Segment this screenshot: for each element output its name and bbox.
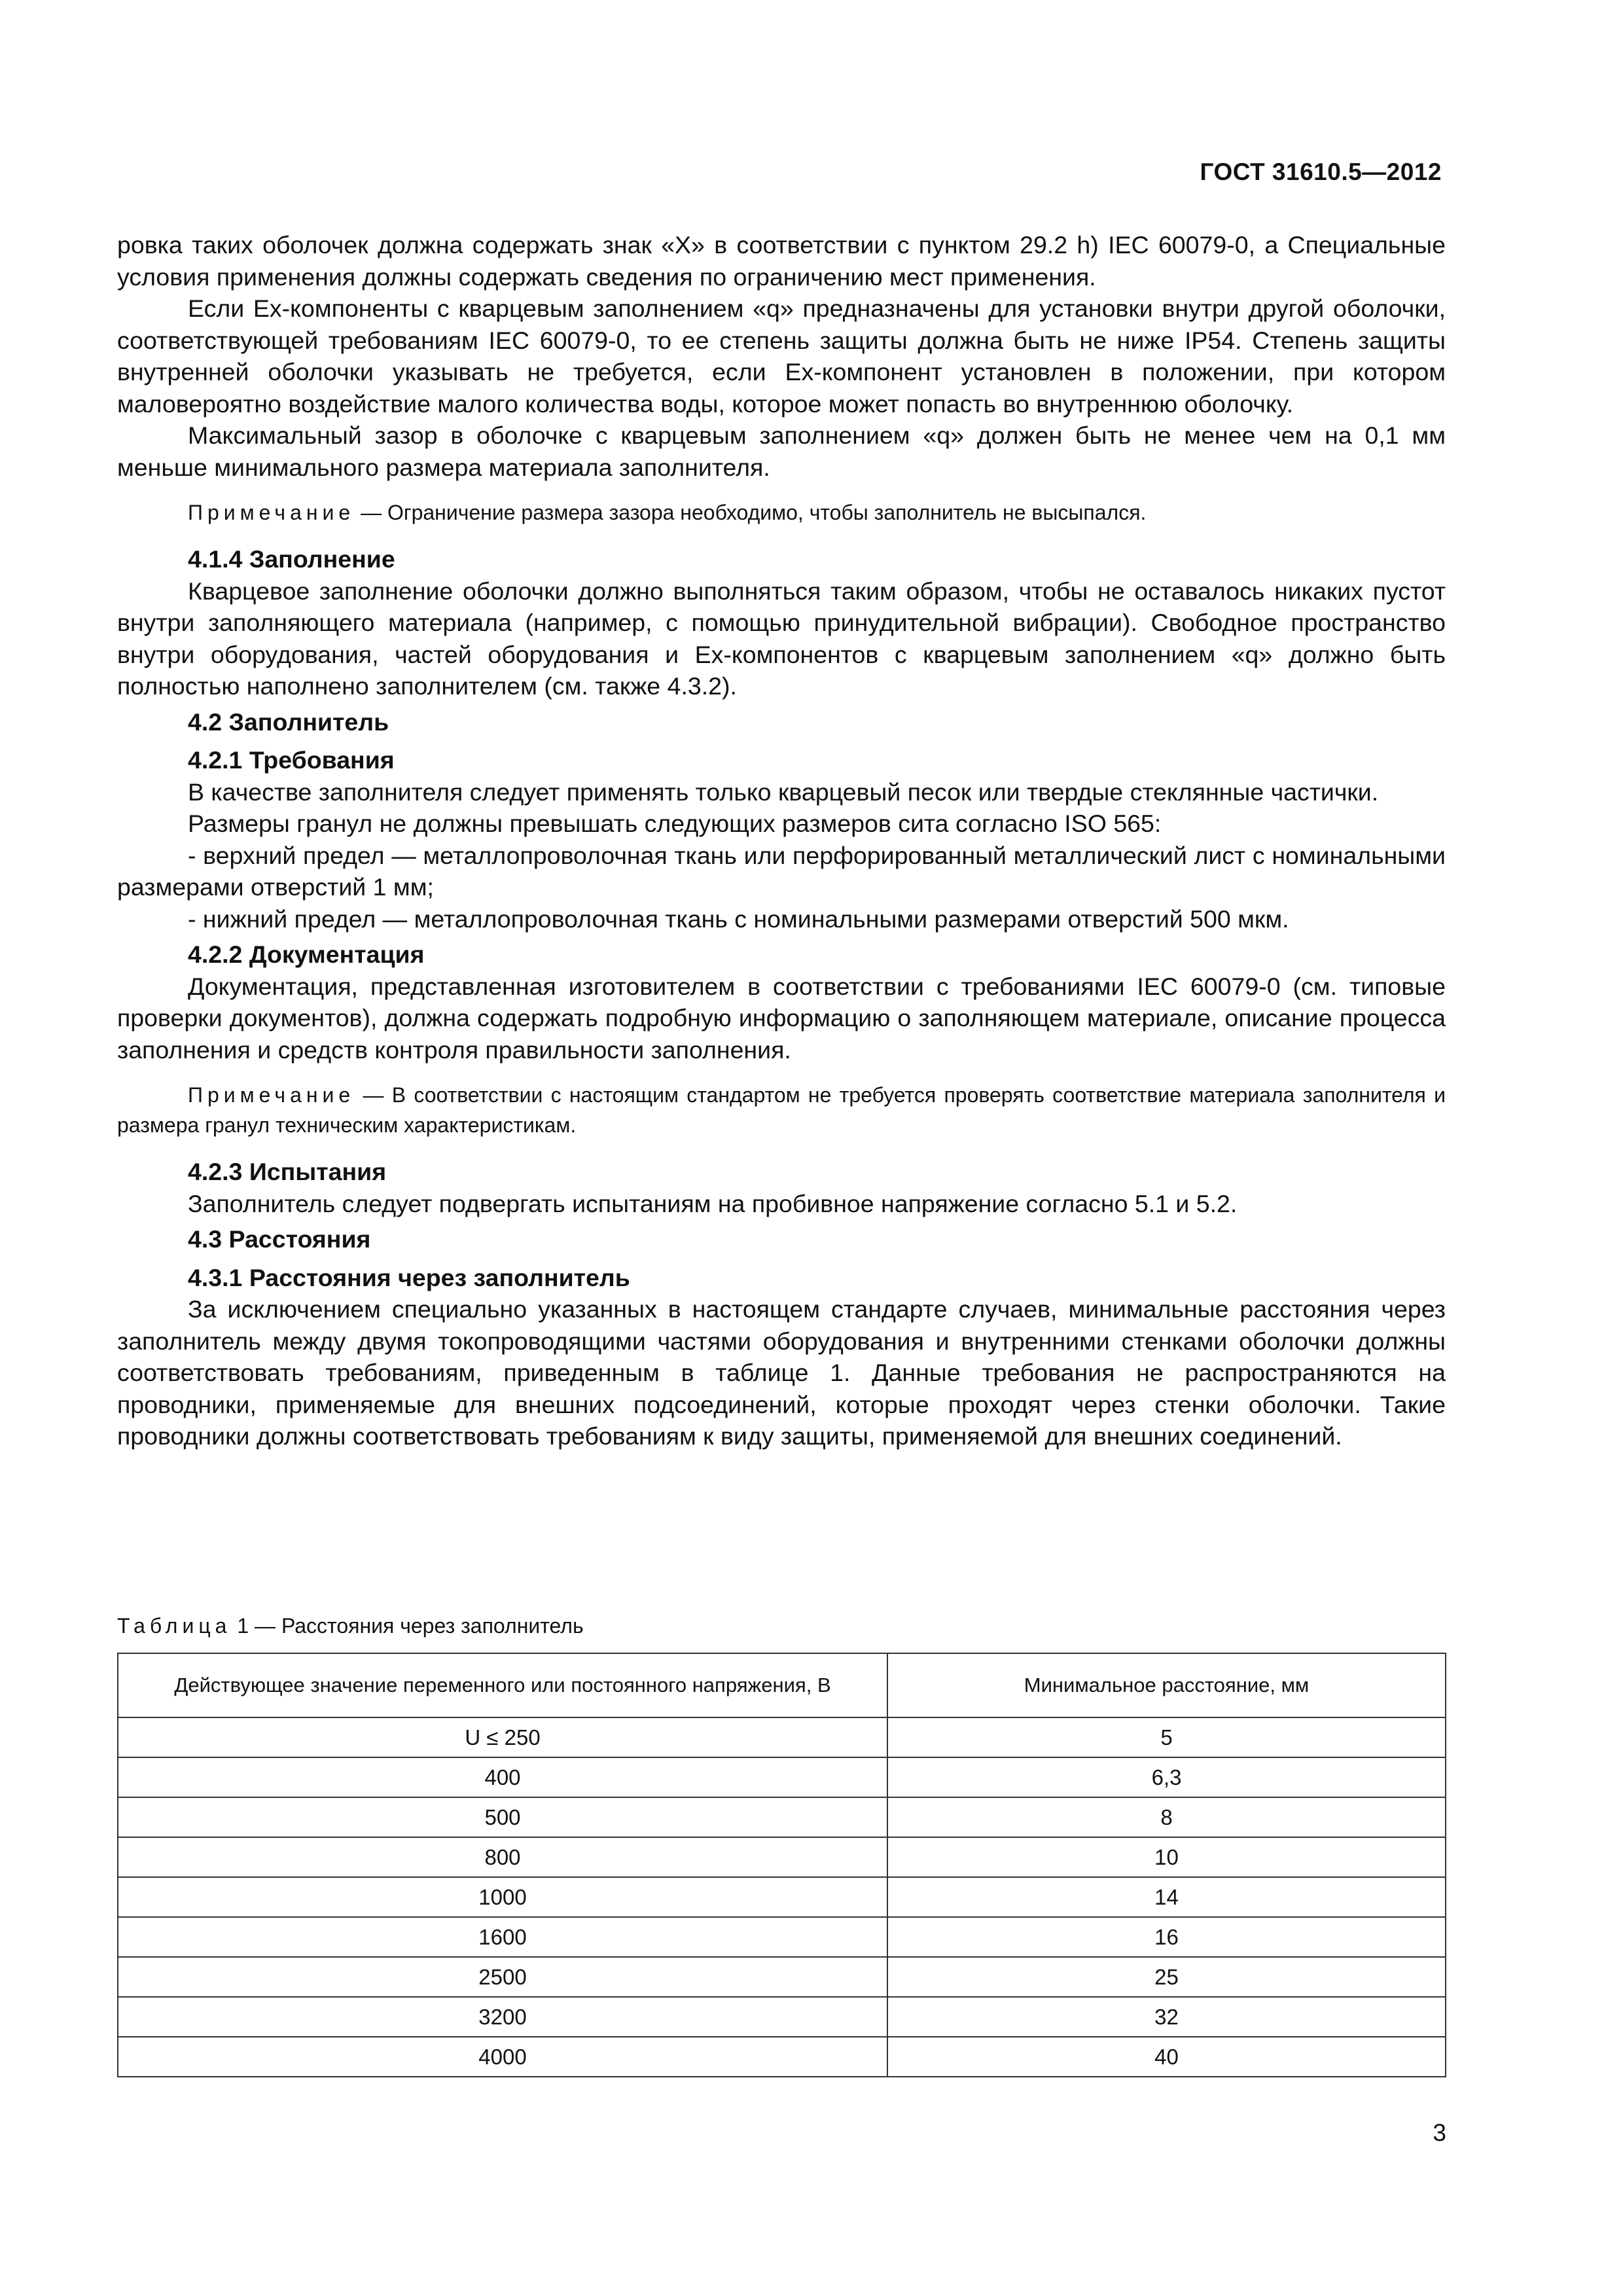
note-documentation xyxy=(117,1080,1446,1140)
paragraph-continued: ровка таких оболочек должна содержать знак «X» в соответствии с пунктом 29.2 h) IEC 60079-0, а Специальные условия применения должны содержать сведения по ограничению мест применения. xyxy=(117,231,1446,291)
heading-4-3: 4.3 Расстояния xyxy=(188,1225,371,1253)
table-caption-text: 1 — Расстояния через заполнитель xyxy=(231,1614,584,1638)
voltage-cell: 400 xyxy=(118,1757,887,1797)
table-row xyxy=(118,1797,1446,1837)
paragraph-distances: За исключением специально указанных в настоящем стандарте случаев, минимальные расстояния через заполнитель между двумя токопроводящими частями оборудования и внутренними стенками оболочки должны соответствовать требованиям, приведенным в таблице 1. Данные требования не распространяются на проводники, применяемые для внешних подсоединений, которые проходят через стенки оболочки. Такие проводники должны соответствовать требованиям к виду защиты, применяемой для внешних соединений. xyxy=(117,1295,1446,1450)
list-item-upper-limit: - верхний предел — металлопроволочная ткань или перфорированный металлический лист с номинальными размерами отверстий 1 мм; xyxy=(117,841,1446,901)
table-row xyxy=(118,1997,1446,2037)
note-gap xyxy=(117,497,1446,528)
paragraph-filler-material: В качестве заполнителя следует применять только кварцевый песок или твердые стеклянные частички. xyxy=(188,778,1379,806)
table-row xyxy=(118,1717,1446,1757)
voltage-cell: 1600 xyxy=(118,1917,887,1957)
heading-4-1-4: 4.1.4 Заполнение xyxy=(188,545,395,573)
table-caption xyxy=(117,1613,584,1639)
table-caption-label: Таблица xyxy=(117,1614,232,1638)
standard-code-header: ГОСТ 31610.5—2012 xyxy=(1200,158,1442,185)
heading-4-2-3: 4.2.3 Испытания xyxy=(188,1158,387,1185)
distance-cell: 10 xyxy=(887,1837,1446,1877)
note-label: Примечание xyxy=(188,1083,355,1107)
paragraph-filling: Кварцевое заполнение оболочки должно выполняться таким образом, чтобы не оставалось никаких пустот внутри заполняющего материала (например, с помощью принудительной вибрации). Свободное пространство внутри оборудования, частей оборудования и Ex-компонентов с кварцевым заполнением «q» должно быть полностью наполнено заполнителем (см. также 4.3.2). xyxy=(117,577,1446,700)
table-row xyxy=(118,1877,1446,1917)
distance-table xyxy=(117,1653,1446,2077)
voltage-cell: 500 xyxy=(118,1797,887,1837)
distance-cell: 16 xyxy=(887,1917,1446,1957)
paragraph-max-gap: Максимальный зазор в оболочке с кварцевым заполнением «q» должен быть не менее чем на 0,1 мм меньше минимального размера материала заполнителя. xyxy=(117,422,1446,481)
distance-cell: 32 xyxy=(887,1997,1446,2037)
table-row xyxy=(118,2037,1446,2077)
distance-cell: 25 xyxy=(887,1957,1446,1997)
page-number: 3 xyxy=(1433,2119,1446,2146)
column-header-distance: Минимальное расстояние, мм xyxy=(887,1653,1446,1717)
table-row xyxy=(118,1837,1446,1877)
heading-4-2: 4.2 Заполнитель xyxy=(188,708,389,736)
heading-4-3-1: 4.3.1 Расстояния через заполнитель xyxy=(188,1263,630,1291)
voltage-cell: 1000 xyxy=(118,1877,887,1917)
note-text: — В соответствии с настоящим стандартом не требуется проверять соответствие материала заполнителя и размера гранул техническим характеристикам. xyxy=(117,1083,1446,1137)
heading-4-2-1: 4.2.1 Требования xyxy=(188,746,395,774)
paragraph-ip54: Если Ex-компоненты с кварцевым заполнением «q» предназначены для установки внутри другой оболочки, соответствующей требованиям IEC 60079-0, то ее степень защиты должна быть не ниже IP54. Степень защиты внутренней оболочки указывать не требуется, если Ex-компонент установлен в положении, при котором маловероятно воздействие малого количества воды, которое может попасть во внутреннюю оболочку. xyxy=(117,295,1446,418)
voltage-cell: 4000 xyxy=(118,2037,887,2077)
voltage-cell: U ≤ 250 xyxy=(118,1717,887,1757)
paragraph-documentation: Документация, представленная изготовителем в соответствии с требованиями IEC 60079-0 (см. типовые проверки документов), должна содержать подробную информацию о заполняющем материале, описание процесса заполнения и средств контроля правильности заполнения. xyxy=(117,972,1446,1064)
voltage-cell: 2500 xyxy=(118,1957,887,1997)
voltage-cell: 3200 xyxy=(118,1997,887,2037)
distance-cell: 8 xyxy=(887,1797,1446,1837)
distance-cell: 5 xyxy=(887,1717,1446,1757)
note-label: Примечание xyxy=(188,501,355,524)
column-header-voltage: Действующее значение переменного или постоянного напряжения, В xyxy=(118,1653,887,1717)
heading-4-2-2: 4.2.2 Документация xyxy=(188,941,425,968)
distance-cell: 40 xyxy=(887,2037,1446,2077)
paragraph-tests: Заполнитель следует подвергать испытаниям на пробивное напряжение согласно 5.1 и 5.2. xyxy=(188,1189,1238,1217)
table-header-row xyxy=(118,1653,1446,1717)
table-row xyxy=(118,1757,1446,1797)
table-row xyxy=(118,1917,1446,1957)
table-row xyxy=(118,1957,1446,1997)
note-text: — Ограничение размера зазора необходимо, чтобы заполнитель не высыпался. xyxy=(355,501,1147,524)
paragraph-grain-size: Размеры гранул не должны превышать следующих размеров сита согласно ISO 565: xyxy=(188,810,1162,837)
voltage-cell: 800 xyxy=(118,1837,887,1877)
main-text xyxy=(117,229,1446,1452)
list-item-lower-limit: - нижний предел — металлопроволочная ткань с номинальными размерами отверстий 500 мкм. xyxy=(188,905,1289,933)
distance-cell: 14 xyxy=(887,1877,1446,1917)
distance-cell: 6,3 xyxy=(887,1757,1446,1797)
